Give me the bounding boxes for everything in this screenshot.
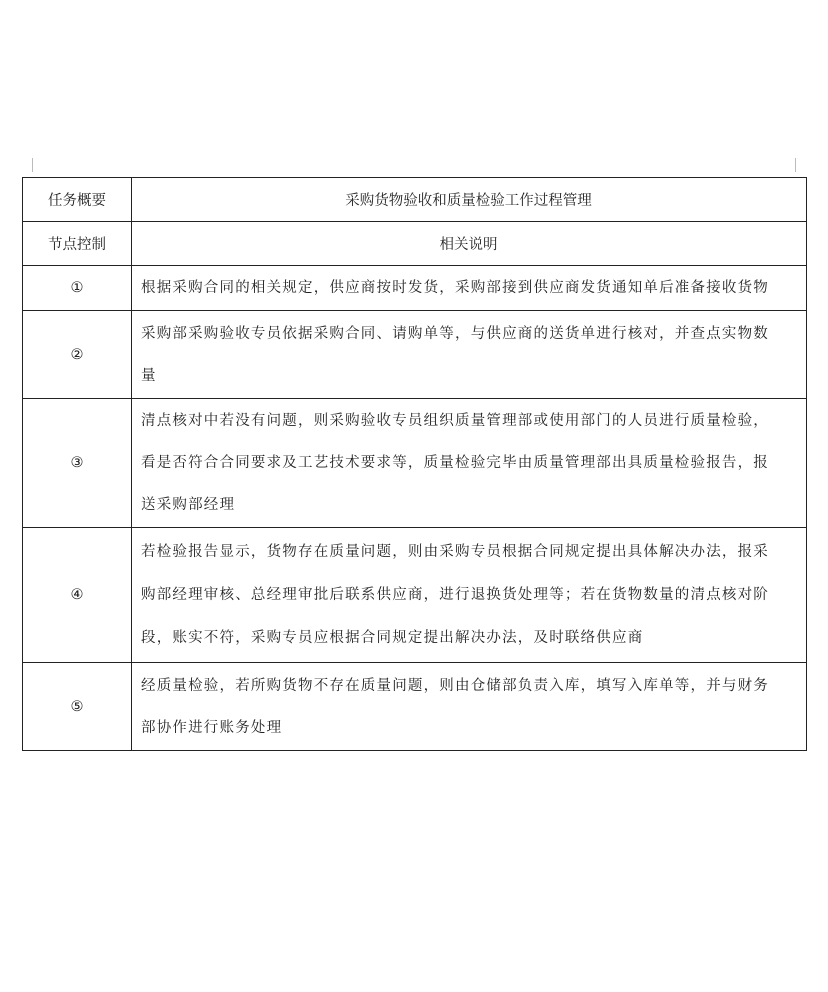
table-row [23,663,807,751]
node-description [132,528,807,663]
page-corner-mark-right [795,158,796,172]
node-number: ④ [23,528,132,663]
summary-value: 采购货物验收和质量检验工作过程管理 [132,178,807,222]
procurement-process-table [22,177,807,751]
node-description [132,663,807,751]
description-line: 部协作进行账务处理 [141,719,283,736]
table-row [23,528,807,663]
table-row-header [23,222,807,266]
summary-label: 任务概要 [23,178,132,222]
description-line: 量 [141,367,157,384]
table-row [23,266,807,311]
description-line: 若检验报告显示，货物存在质量问题，则由采购专员根据合同规定提出具体解决办法，报采 [141,543,769,560]
node-number: ③ [23,399,132,528]
node-description [132,311,807,399]
description-line: 购部经理审核、总经理审批后联系供应商，进行退换货处理等；若在货物数量的清点核对阶 [141,586,769,603]
description-line: 看是否符合合同要求及工艺技术要求等，质量检验完毕由质量管理部出具质量检验报告，报 [141,455,769,471]
table-row [23,311,807,399]
description-line: 采购部采购验收专员依据采购合同、请购单等，与供应商的送货单进行核对，并查点实物数 [141,325,769,342]
description-line: 送采购部经理 [141,497,236,513]
node-control-label: 节点控制 [23,222,132,266]
table-row [23,399,807,528]
node-number: ② [23,311,132,399]
table-row-summary [23,178,807,222]
node-number: ⑤ [23,663,132,751]
node-description [132,399,807,528]
node-description [132,266,807,311]
description-line: 经质量检验，若所购货物不存在质量问题，则由仓储部负责入库，填写入库单等，并与财务 [141,677,769,694]
description-header: 相关说明 [132,222,807,266]
page-corner-mark-left [32,158,33,172]
description-line: 清点核对中若没有问题，则采购验收专员组织质量管理部或使用部门的人员进行质量检验， [141,413,769,429]
description-line: 段，账实不符，采购专员应根据合同规定提出解决办法，及时联络供应商 [141,629,644,646]
node-number: ① [23,266,132,311]
description-line: 根据采购合同的相关规定，供应商按时发货，采购部接到供应商发货通知单后准备接收货物 [141,280,769,296]
